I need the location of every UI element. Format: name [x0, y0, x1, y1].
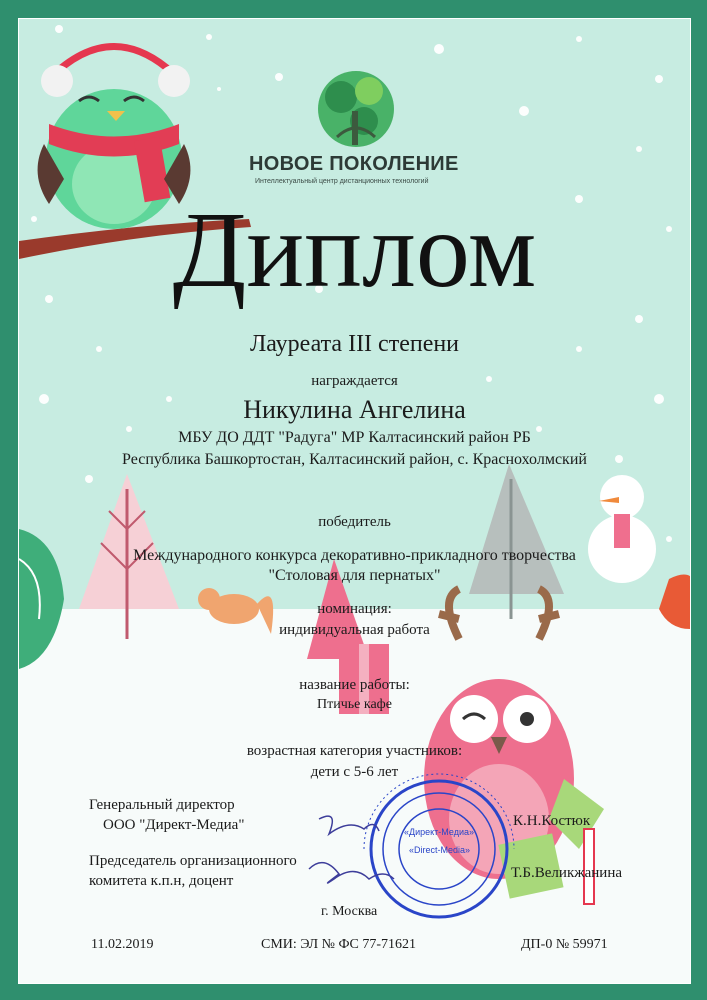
recipient-organization: МБУ ДО ДДТ "Радуга" МР Калтасинский район РБ	[178, 429, 531, 446]
chair-signature	[309, 863, 394, 883]
media-registration: СМИ: ЭЛ № ФС 77-71621	[261, 937, 417, 952]
contest-name: "Столовая для пернатых"	[268, 567, 441, 584]
stamp-text-en: «Direct-Media»	[409, 845, 471, 855]
logo-icon	[318, 71, 394, 147]
chair-title-line2: комитета к.п.н, доцент	[89, 873, 234, 889]
status-label: победитель	[318, 514, 391, 530]
director-organization: ООО "Директ-Медиа"	[103, 817, 245, 833]
nomination-value: индивидуальная работа	[279, 622, 430, 638]
director-name: К.Н.Костюк	[513, 813, 591, 829]
logo-title: НОВОЕ ПОКОЛЕНИЕ	[249, 153, 459, 175]
recipient-name: Никулина Ангелина	[243, 395, 466, 424]
chair-title-line1: Председатель организационного	[89, 853, 297, 869]
recipient-location: Республика Башкортостан, Калтасинский район, с. Краснохолмский	[122, 451, 587, 468]
logo-subtitle: Интеллектуальный центр дистанционных технологий	[255, 178, 429, 185]
awarded-label: награждается	[311, 373, 398, 389]
issue-date: 11.02.2019	[91, 937, 154, 952]
diploma-heading: Диплом	[172, 191, 537, 310]
work-title: Птичье кафе	[317, 697, 392, 712]
nomination-label: номинация:	[317, 601, 392, 617]
work-title-label: название работы:	[299, 677, 410, 693]
stamp-text-ru: «Директ-Медиа»	[404, 827, 474, 837]
city: г. Москва	[321, 904, 378, 919]
diploma-number: ДП-0 № 59971	[521, 937, 608, 952]
contest-description: Международного конкурса декоративно-прикладного творчества	[133, 547, 576, 564]
diploma-sheet	[18, 18, 691, 984]
chair-name: Т.Б.Великжанина	[511, 865, 622, 881]
director-title: Генеральный директор	[89, 797, 235, 813]
degree-title: Лауреата III степени	[249, 331, 460, 357]
age-category-label: возрастная категория участников:	[246, 743, 463, 759]
age-category-value: дети с 5-6 лет	[310, 764, 399, 780]
